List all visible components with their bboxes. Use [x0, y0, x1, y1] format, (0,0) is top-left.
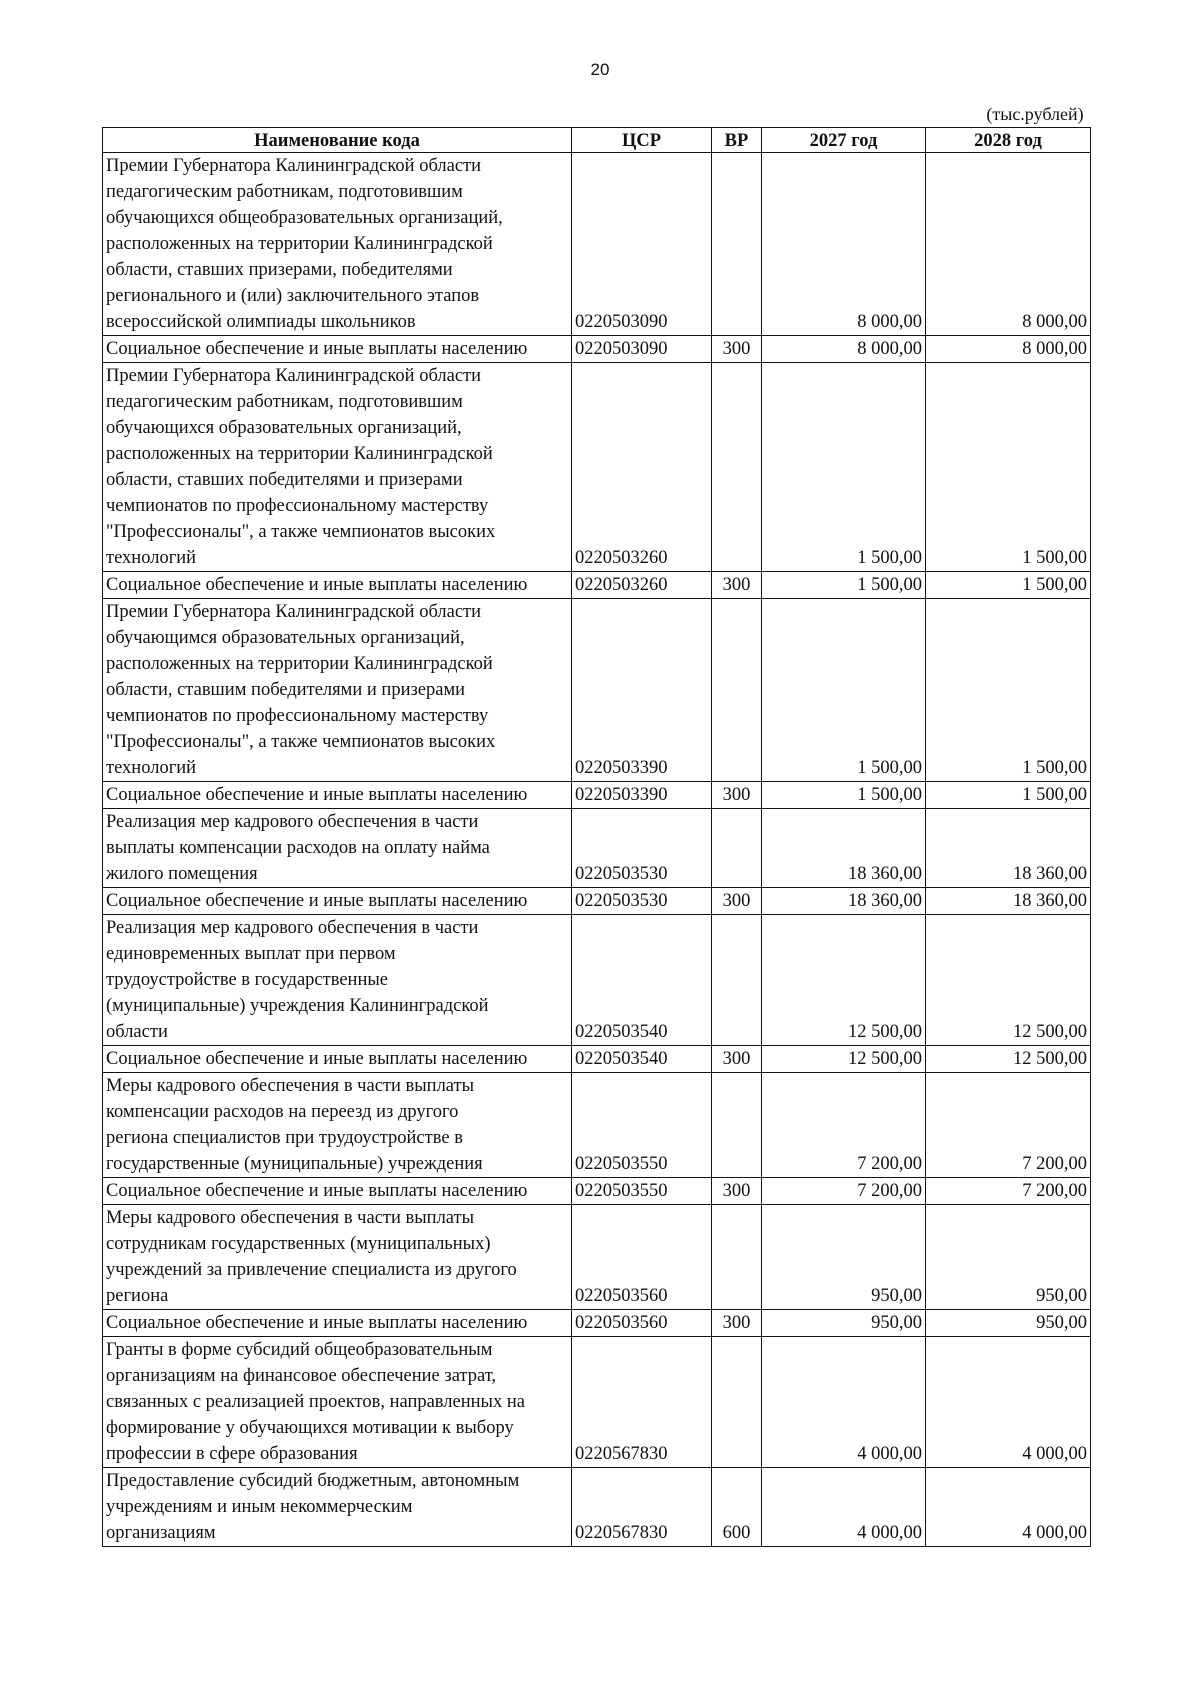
row-2028: 4 000,00 [926, 1468, 1091, 1547]
table-row [103, 1178, 1091, 1205]
row-2027: 4 000,00 [762, 1468, 926, 1547]
table-row [103, 363, 1091, 572]
row-2028: 7 200,00 [926, 1178, 1091, 1205]
row-csr: 0220503260 [572, 572, 712, 599]
row-2028: 7 200,00 [926, 1073, 1091, 1178]
column-header-csr: ЦСР [572, 128, 712, 153]
row-csr: 0220503390 [572, 599, 712, 782]
row-vr [712, 1205, 762, 1310]
row-2027: 8 000,00 [762, 336, 926, 363]
table-row [103, 782, 1091, 809]
row-vr [712, 363, 762, 572]
row-vr [712, 153, 762, 336]
row-name: Гранты в форме субсидий общеобразовательным организациям на финансовое обеспечение затрат, связанных с реализацией проектов, направленных на формирование у обучающихся мотивации к выбору профессии в сфере образования [103, 1337, 572, 1468]
row-2027: 18 360,00 [762, 809, 926, 888]
row-name: Премии Губернатора Калининградской области обучающимся образовательных организаций, расположенных на территории Калининградской области, ставшим победителями и призерами чемпионатов по профессиональному мастерству "Профессионалы", а также чемпионатов высоких технологий [103, 599, 572, 782]
budget-table [102, 127, 1091, 1547]
table-row [103, 599, 1091, 782]
row-csr: 0220503530 [572, 809, 712, 888]
row-vr: 300 [712, 1178, 762, 1205]
column-header-2028: 2028 год [926, 128, 1091, 153]
table-row [103, 809, 1091, 888]
table-row [103, 888, 1091, 915]
column-header-vr: ВР [712, 128, 762, 153]
column-header-name: Наименование кода [103, 128, 572, 153]
row-csr: 0220503260 [572, 363, 712, 572]
row-csr: 0220503550 [572, 1178, 712, 1205]
row-csr: 0220503530 [572, 888, 712, 915]
row-2028: 12 500,00 [926, 1046, 1091, 1073]
table-header-row [103, 128, 1091, 153]
row-name: Социальное обеспечение и иные выплаты населению [103, 888, 572, 915]
row-csr: 0220567830 [572, 1468, 712, 1547]
row-vr [712, 1337, 762, 1468]
row-2027: 18 360,00 [762, 888, 926, 915]
row-name: Меры кадрового обеспечения в части выплаты компенсации расходов на переезд из другого региона специалистов при трудоустройстве в государственные (муниципальные) учреждения [103, 1073, 572, 1178]
row-csr: 0220503540 [572, 1046, 712, 1073]
row-name: Социальное обеспечение и иные выплаты населению [103, 1310, 572, 1337]
row-2028: 4 000,00 [926, 1337, 1091, 1468]
row-vr [712, 809, 762, 888]
row-csr: 0220503560 [572, 1205, 712, 1310]
row-2028: 950,00 [926, 1205, 1091, 1310]
row-vr: 300 [712, 572, 762, 599]
row-vr: 300 [712, 1046, 762, 1073]
row-vr: 300 [712, 888, 762, 915]
row-csr: 0220503540 [572, 915, 712, 1046]
row-vr: 300 [712, 1310, 762, 1337]
row-2027: 1 500,00 [762, 599, 926, 782]
table-row [103, 1468, 1091, 1547]
row-csr: 0220503090 [572, 336, 712, 363]
table-row [103, 1046, 1091, 1073]
row-2028: 18 360,00 [926, 809, 1091, 888]
row-2028: 18 360,00 [926, 888, 1091, 915]
row-vr: 600 [712, 1468, 762, 1547]
row-name: Реализация мер кадрового обеспечения в части выплаты компенсации расходов на оплату найма жилого помещения [103, 809, 572, 888]
row-2028: 12 500,00 [926, 915, 1091, 1046]
row-2027: 4 000,00 [762, 1337, 926, 1468]
row-vr [712, 915, 762, 1046]
row-2028: 1 500,00 [926, 599, 1091, 782]
row-name: Премии Губернатора Калининградской области педагогическим работникам, подготовившим обучающихся общеобразовательных организаций, расположенных на территории Калининградской области, ставших призерами, победителями регионального и (или) заключительного этапов всероссийской олимпиады школьников [103, 153, 572, 336]
row-name: Премии Губернатора Калининградской области педагогическим работникам, подготовившим обучающихся образовательных организаций, расположенных на территории Калининградской области, ставших победителями и призерами чемпионатов по профессиональному мастерству "Профессионалы", а также чемпионатов высоких технологий [103, 363, 572, 572]
row-name: Реализация мер кадрового обеспечения в части единовременных выплат при первом трудоустройстве в государственные (муниципальные) учреждения Калининградской области [103, 915, 572, 1046]
row-2028: 1 500,00 [926, 363, 1091, 572]
row-2028: 1 500,00 [926, 572, 1091, 599]
column-header-2027: 2027 год [762, 128, 926, 153]
table-row [103, 1310, 1091, 1337]
row-name: Социальное обеспечение и иные выплаты населению [103, 1178, 572, 1205]
row-2027: 1 500,00 [762, 363, 926, 572]
row-2027: 1 500,00 [762, 572, 926, 599]
row-name: Меры кадрового обеспечения в части выплаты сотрудникам государственных (муниципальных) учреждений за привлечение специалиста из другого региона [103, 1205, 572, 1310]
row-name: Предоставление субсидий бюджетным, автономным учреждениям и иным некоммерческим организациям [103, 1468, 572, 1547]
row-csr: 0220503560 [572, 1310, 712, 1337]
row-name: Социальное обеспечение и иные выплаты населению [103, 572, 572, 599]
row-2027: 950,00 [762, 1205, 926, 1310]
row-csr: 0220503550 [572, 1073, 712, 1178]
row-csr: 0220503390 [572, 782, 712, 809]
row-2027: 1 500,00 [762, 782, 926, 809]
row-2028: 8 000,00 [926, 153, 1091, 336]
table-row [103, 915, 1091, 1046]
row-csr: 0220503090 [572, 153, 712, 336]
table-row [103, 1337, 1091, 1468]
units-label: (тыс.рублей) [986, 104, 1084, 124]
row-2027: 7 200,00 [762, 1178, 926, 1205]
row-2028: 8 000,00 [926, 336, 1091, 363]
row-2028: 1 500,00 [926, 782, 1091, 809]
row-name: Социальное обеспечение и иные выплаты населению [103, 1046, 572, 1073]
row-2027: 7 200,00 [762, 1073, 926, 1178]
row-vr [712, 599, 762, 782]
row-name: Социальное обеспечение и иные выплаты населению [103, 336, 572, 363]
table-row [103, 1073, 1091, 1178]
row-2028: 950,00 [926, 1310, 1091, 1337]
row-2027: 12 500,00 [762, 1046, 926, 1073]
table-row [103, 1205, 1091, 1310]
table-row [103, 153, 1091, 336]
row-2027: 12 500,00 [762, 915, 926, 1046]
row-vr [712, 1073, 762, 1178]
table-row [103, 336, 1091, 363]
row-csr: 0220567830 [572, 1337, 712, 1468]
page-number: 20 [590, 60, 610, 79]
row-vr: 300 [712, 336, 762, 363]
table-row [103, 572, 1091, 599]
row-2027: 8 000,00 [762, 153, 926, 336]
row-name: Социальное обеспечение и иные выплаты населению [103, 782, 572, 809]
row-vr: 300 [712, 782, 762, 809]
row-2027: 950,00 [762, 1310, 926, 1337]
